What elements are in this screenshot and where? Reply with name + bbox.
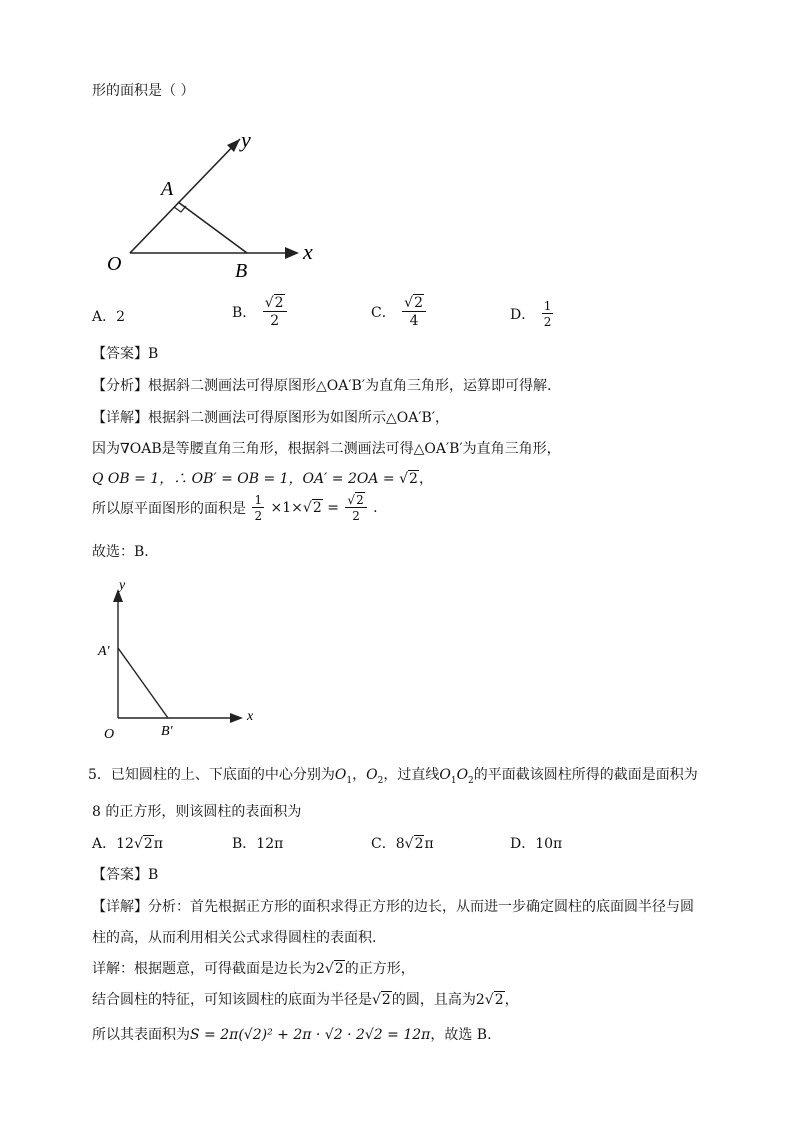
oblique-triangle-figure [95, 125, 330, 285]
detail-line: 【详解】根据斜二测画法可得原图形为如图所示△OA′B′， [92, 410, 449, 426]
q5-detail-line: 【详解】分析：首先根据正方形的面积求得正方形的边长，从而进一步确定圆柱的底面圆半径与圆 [92, 899, 694, 915]
fig1-label-x: x [303, 239, 313, 264]
question-text: 形的面积是（ ） [92, 83, 195, 99]
area-line: 所以原平面图形的面积是 $\frac{1}{2}$ ×1×√2 = $\frac{√2}{2}$ . [92, 493, 378, 523]
fig2-label-b: B′ [161, 724, 173, 739]
fig1-label-y: y [241, 127, 251, 152]
option-c: C． $\frac{√2}{4}$ [371, 296, 428, 328]
q5-detail-line-2: 柱的高，从而利用相关公式求得圆柱的表面积. [92, 930, 377, 946]
answer-line: 【答案】B [92, 346, 159, 362]
q5-solution-line-2: 结合圆柱的特征，可知该圆柱的底面为半径是√2的圆，且高为2√2， [92, 992, 519, 1008]
fig1-label-o: O [107, 253, 122, 275]
reason-line: 因为∇OAB是等腰直角三角形，根据斜二测画法可得△OA′B′为直角三角形， [92, 441, 561, 457]
choose-line: 故选：B. [92, 544, 149, 560]
q5-solution-line-3: 所以其表面积为S = 2π(√2)² + 2π · √2 · 2√2 = 12π，故选 B. [92, 1027, 492, 1043]
fig2-label-o: O [104, 727, 115, 742]
option-b: B． $\frac{√2}{2}$ [232, 296, 289, 328]
q5-option-c: C．8√2π [371, 836, 434, 852]
q5-option-d: D．10π [510, 836, 563, 852]
fig2-label-y: y [119, 578, 126, 593]
original-triangle-figure [95, 575, 270, 745]
q5-option-a: A．12√2π [92, 836, 163, 852]
question-5-line-2: 8 的正方形，则该圆柱的表面积为 [92, 804, 302, 820]
fig1-label-b: B [235, 260, 248, 282]
q5-option-b: B．12π [232, 836, 284, 852]
q5-answer-line: 【答案】B [92, 867, 159, 883]
question-5-line-1: 5．已知圆柱的上、下底面的中心分别为$O_1$，$O_2$，过直线$O_1O_2$的平面截该圆柱所得的截面是面积为 [88, 767, 698, 786]
q5-solution-line-1: 详解：根据题意，可得截面是边长为2√2的正方形， [92, 961, 415, 977]
fig1-label-a: A [161, 178, 174, 200]
analysis-line: 【分析】根据斜二测画法可得原图形△OA′B′为直角三角形，运算即可得解. [92, 378, 552, 394]
computation-line: Q OB = 1，∴ OB′ = OB = 1，OA′ = 2OA = √2， [92, 471, 433, 487]
option-d: D． $\frac{1}{2}$ [510, 299, 552, 329]
option-a: A．2 [92, 309, 126, 325]
fig2-label-x: x [247, 709, 254, 724]
fig2-label-a: A′ [98, 644, 110, 659]
